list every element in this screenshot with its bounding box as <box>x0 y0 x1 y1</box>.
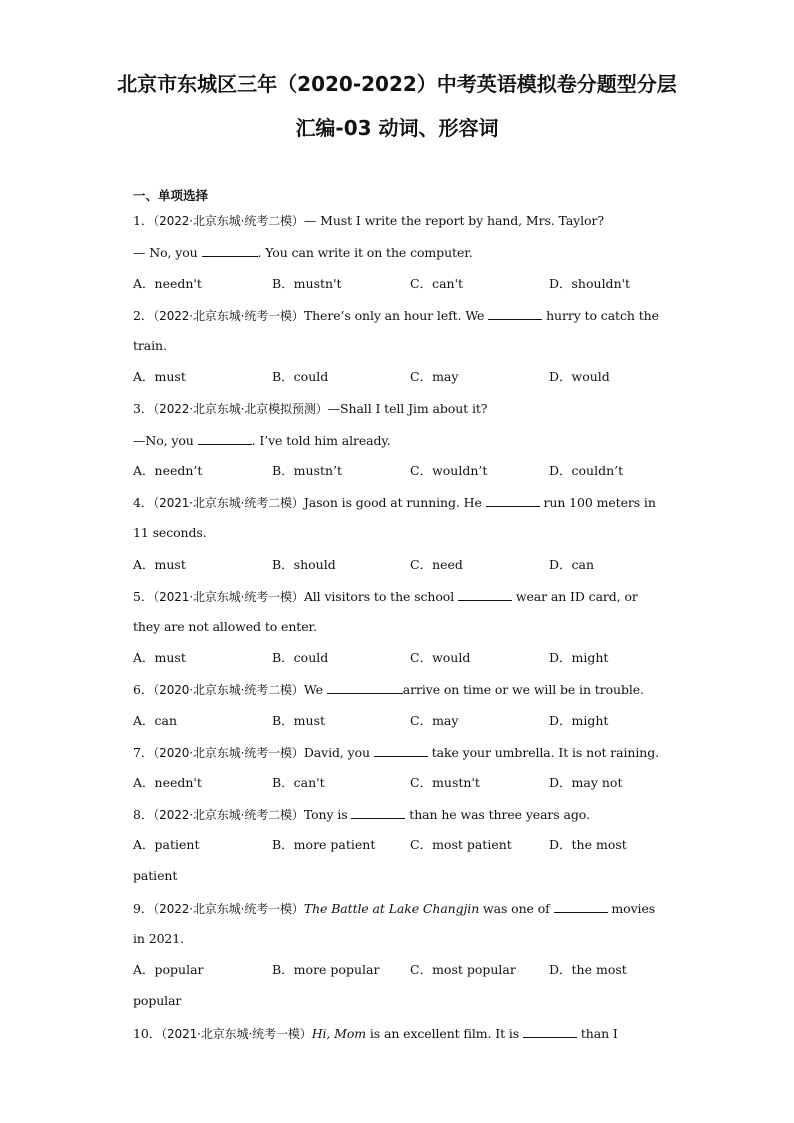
question-4 <box>133 494 656 511</box>
question-7 <box>133 744 659 761</box>
option-c[interactable]: C．wouldn’t <box>410 463 488 478</box>
option-c[interactable]: C．mustn't <box>410 775 480 790</box>
option-a[interactable]: A．must <box>133 369 186 384</box>
option-a[interactable]: A．patient <box>133 837 200 852</box>
answer-blank <box>486 494 540 507</box>
option-c[interactable]: C．may <box>410 369 459 384</box>
section-heading: 一、单项选择 <box>133 188 209 203</box>
question-stem: All visitors to the school <box>303 589 458 604</box>
question-5 <box>133 588 638 605</box>
option-d[interactable]: D．might <box>549 650 609 665</box>
question-stem: — Must I write the report by hand, Mrs. Taylor? <box>303 213 604 228</box>
option-d[interactable]: D．couldn’t <box>549 463 624 478</box>
answer-blank <box>198 432 252 445</box>
option-d[interactable]: D．the most <box>549 962 627 977</box>
question-source: （2020·北京东城·统考二模） <box>153 683 304 697</box>
question-6 <box>133 681 644 698</box>
question-source: （2021·北京东城·统考二模） <box>153 496 304 510</box>
question-9 <box>133 900 655 917</box>
question-2-cont: train. <box>133 338 167 353</box>
question-stem: . I’ve told him already. <box>251 433 391 448</box>
question-9-option-wrap: popular <box>133 993 182 1008</box>
answer-blank <box>351 806 405 819</box>
question-number: 10． <box>133 1026 162 1041</box>
option-c[interactable]: C．may <box>410 713 459 728</box>
option-a[interactable]: A．needn’t <box>133 463 203 478</box>
question-number: 6． <box>133 682 154 697</box>
answer-blank <box>554 900 608 913</box>
option-a[interactable]: A．can <box>133 713 178 728</box>
question-stem: than I <box>576 1026 618 1041</box>
question-stem: was one of <box>479 901 554 916</box>
question-source: （2021·北京东城·统考一模） <box>153 590 304 604</box>
option-a[interactable]: A．needn't <box>133 276 202 291</box>
option-d[interactable]: D．would <box>549 369 610 384</box>
question-stem: We <box>303 682 327 697</box>
question-source: （2022·北京东城·统考一模） <box>153 309 304 323</box>
question-8 <box>133 806 590 823</box>
question-4-cont: 11 seconds. <box>133 525 207 540</box>
question-stem: — No, you <box>133 245 202 260</box>
question-number: 2． <box>133 308 154 323</box>
question-stem: arrive on time or we will be in trouble. <box>402 682 644 697</box>
question-1-line-2 <box>133 244 473 261</box>
question-1 <box>133 213 604 229</box>
option-b[interactable]: B．more popular <box>272 962 380 977</box>
answer-blank <box>202 244 258 257</box>
answer-blank <box>523 1025 577 1038</box>
question-stem: take your umbrella. It is not raining. <box>427 745 659 760</box>
option-a[interactable]: A．must <box>133 650 186 665</box>
question-5-cont: they are not allowed to enter. <box>133 619 317 634</box>
question-stem: David, you <box>303 745 374 760</box>
option-b[interactable]: B．more patient <box>272 837 376 852</box>
question-stem: is an excellent film. It is <box>366 1026 523 1041</box>
question-number: 1． <box>133 213 154 228</box>
option-d[interactable]: D．shouldn't <box>549 276 631 291</box>
option-b[interactable]: B．mustn't <box>272 276 342 291</box>
option-b[interactable]: B．should <box>272 557 336 572</box>
option-b[interactable]: B．mustn’t <box>272 463 343 478</box>
question-stem: hurry to catch the <box>542 308 659 323</box>
question-stem: Jason is good at running. He <box>303 495 486 510</box>
page-title-line-1: 北京市东城区三年（2020-2022）中考英语模拟卷分题型分层 <box>117 72 677 96</box>
question-3-line-2 <box>133 432 391 449</box>
option-c[interactable]: C．would <box>410 650 471 665</box>
option-a[interactable]: A．needn't <box>133 775 202 790</box>
question-3 <box>133 401 487 417</box>
answer-blank <box>488 307 542 320</box>
option-a[interactable]: A．popular <box>133 962 204 977</box>
question-source: （2020·北京东城·统考一模） <box>153 746 304 760</box>
answer-blank <box>327 681 403 694</box>
option-b[interactable]: B．can't <box>272 775 325 790</box>
question-2 <box>133 307 659 324</box>
question-stem: —No, you <box>133 433 198 448</box>
question-source: （2022·北京东城·统考一模） <box>153 902 304 916</box>
option-b[interactable]: B．could <box>272 650 329 665</box>
option-c[interactable]: C．most patient <box>410 837 512 852</box>
question-10 <box>133 1025 618 1042</box>
question-stem: —Shall I tell Jim about it? <box>327 401 488 416</box>
question-source: （2022·北京东城·北京模拟预测） <box>153 402 328 416</box>
question-stem: than he was three years ago. <box>405 807 590 822</box>
question-9-cont: in 2021. <box>133 931 185 946</box>
option-d[interactable]: D．might <box>549 713 609 728</box>
option-c[interactable]: C．most popular <box>410 962 516 977</box>
question-number: 4． <box>133 495 154 510</box>
question-number: 8． <box>133 807 154 822</box>
option-a[interactable]: A．must <box>133 557 186 572</box>
option-d[interactable]: D．may not <box>549 775 623 790</box>
question-number: 3． <box>133 401 154 416</box>
option-b[interactable]: B．must <box>272 713 326 728</box>
question-source: （2022·北京东城·统考二模） <box>153 214 304 228</box>
answer-blank <box>374 744 428 757</box>
question-source: （2021·北京东城·统考一模） <box>161 1027 312 1041</box>
question-stem: There’s only an hour left. We <box>303 308 489 323</box>
option-c[interactable]: C．need <box>410 557 463 572</box>
option-b[interactable]: B．could <box>272 369 329 384</box>
question-stem: movies <box>607 901 656 916</box>
question-stem: run 100 meters in <box>539 495 656 510</box>
page-title-line-2: 汇编-03 动词、形容词 <box>295 116 499 140</box>
question-stem: . You can write it on the computer. <box>257 245 473 260</box>
question-stem: Tony is <box>303 807 352 822</box>
question-number: 9． <box>133 901 154 916</box>
option-c[interactable]: C．can't <box>410 276 464 291</box>
answer-blank <box>458 588 512 601</box>
option-d[interactable]: D．can <box>549 557 595 572</box>
question-number: 5． <box>133 589 154 604</box>
question-8-option-wrap: patient <box>133 868 178 883</box>
movie-title: The Battle at Lake Changjin <box>303 901 480 916</box>
question-source: （2022·北京东城·统考二模） <box>153 808 304 822</box>
option-d[interactable]: D．the most <box>549 837 627 852</box>
question-number: 7． <box>133 745 154 760</box>
movie-title: Hi, Mom <box>311 1026 367 1041</box>
question-stem: wear an ID card, or <box>511 589 638 604</box>
